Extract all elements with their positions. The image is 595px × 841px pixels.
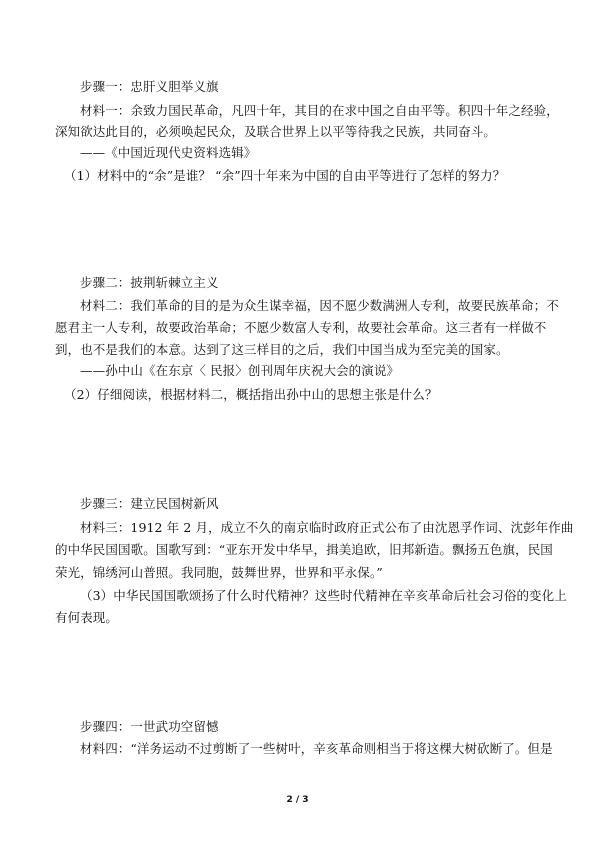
material-4-line-1: 材料四：“洋务运动不过剪断了一些树叶，辛亥革命则相当于将这棵大树砍断了。但是 [80, 741, 553, 756]
question-1: （1）材料中的“余”是谁？ “余”四十年来为中国的自由平等进行了怎样的努力？ [64, 168, 506, 183]
material-3-line-3: 荣光，锦绣河山普照。我同胞，鼓舞世界，世界和平永保。” [55, 565, 383, 580]
material-2-line-3: 到，也不是我们的本意。达到了这三样目的之后，我们中国当成为至完美的国家。 [55, 342, 509, 357]
question-3-line-1: （3）中华民国国歌颂扬了什么时代精神？这些时代精神在辛亥革命后社会习俗的变化上 [80, 588, 567, 603]
section-2-heading: 步骤二：披荆斩棘立主义 [80, 275, 219, 290]
material-2-line-2: 愿君主一人专利，故要政治革命；不愿少数富人专利，故要社会革命。这三者有一样做不 [55, 320, 547, 335]
section-4-heading: 步骤四：一世武功空留憾 [80, 719, 219, 734]
page-number: 2 / 3 [286, 795, 309, 805]
material-3-line-1: 材料三：1912 年 2 月，成立不久的南京临时政府正式公布了由沈恩孚作词、沈彭年作曲 [80, 520, 574, 535]
section-3-heading: 步骤三：建立民国树新风 [80, 496, 219, 511]
material-1-line-2: 深知欲达此目的，必须唤起民众，及联合世界上以平等待我之民族，共同奋斗。 [55, 124, 497, 139]
material-2-line-1: 材料二：我们革命的目的是为众生谋幸福，因不愿少数满洲人专利，故要民族革命；不 [80, 298, 559, 313]
material-2-source: ——孙中山《在东京〈 民报〉创刊周年庆祝大会的演说》 [80, 363, 400, 378]
question-3-line-2: 有何表现。 [55, 610, 119, 625]
section-1-heading: 步骤一：忠肝义胆举义旗 [80, 79, 219, 94]
material-1-source: ——《中国近现代史资料选辑》 [80, 145, 257, 160]
question-2: （2）仔细阅读，根据材料二，概括指出孙中山的思想主张是什么？ [64, 387, 438, 402]
material-3-line-2: 的中华民国国歌。国歌写到：“亚东开发中华早，揖美追欧，旧邦新造。飘扬五色旗，民国 [55, 542, 553, 557]
material-1-line-1: 材料一：余致力国民革命，凡四十年，其目的在求中国之自由平等。积四十年之经验， [80, 103, 559, 118]
